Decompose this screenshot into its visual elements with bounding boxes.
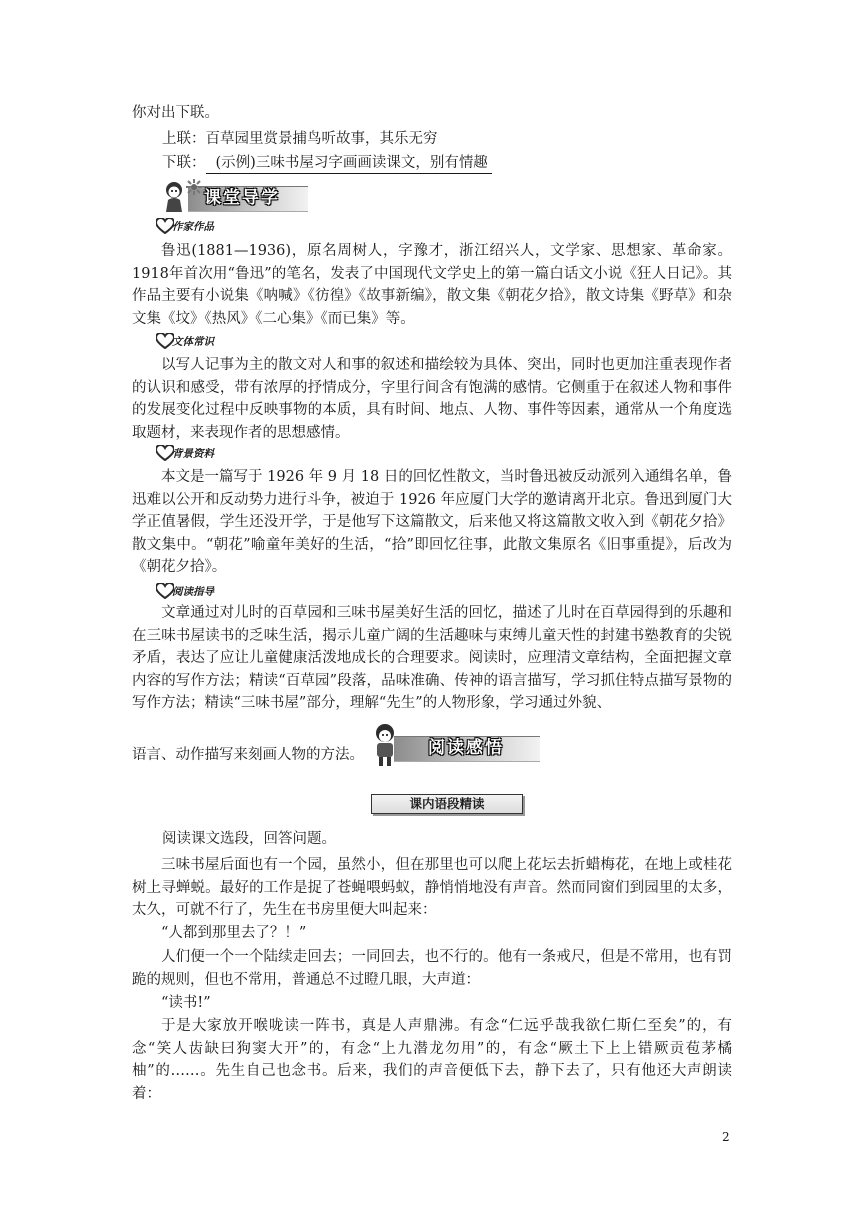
label-author-text: 作家作品 — [172, 221, 214, 233]
passage-paragraph-5: 于是大家放开喉咙读一阵书，真是人声鼎沸。有念“仁远乎哉我欲仁斯仁至矣”的，有念“笑人齿缺曰狗窦大开”的，有念“上九潜龙勿用”的，有念“厥土下上上错厥贡苞茅橘柚”的……。先生自己也念书。后来，我们的声音便低下去，静下去了，只有他还大声朗读着： — [132, 1018, 732, 1102]
lower-couplet-label: 下联： — [162, 155, 206, 171]
section-banner-classroom — [160, 178, 320, 214]
subsection-title: 课内语段精读 — [371, 794, 523, 814]
guide-paragraph: 文章通过对儿时的百草园和三味书屋美好生活的回忆，描述了儿时在百草园得到的乐趣和在三味书屋读书的乏味生活，揭示儿童广阔的生活趣味与束缚儿童天性的封建书塾教育的尖锐矛盾，表达了应让儿童健康活泼地成长的合理要求。阅读时，应理清文章结构，全面把握文章内容的写作方法；精读“百草园”段落，品味准确、传神的语言描写，学习抓住特点描写景物的写作方法；精读“三味书屋”部分，理解“先生”的人物形象，学习通过外貌、 — [132, 605, 732, 712]
passage-paragraph-2: “人都到那里去了？！” — [161, 925, 307, 941]
upper-couplet-text: 百草园里赏景捕鸟听故事，其乐无穷 — [205, 131, 438, 147]
reading-instruction: 阅读课文选段，回答问题。 — [162, 831, 336, 847]
lower-couplet-answer: (示例)三味书屋习字画画读课文，别有情趣 — [206, 153, 492, 174]
section-title: 阅读感悟 — [428, 738, 504, 758]
lower-couplet — [162, 153, 762, 174]
author-paragraph: 鲁迅(1881—1936)，原名周树人，字豫才，浙江绍兴人，文学家、思想家、革命家。1918年首次用“鲁迅”的笔名，发表了中国现代文学史上的第一篇白话文小说《狂人日记》。其作品主要有小说集《呐喊》《彷徨》《故事新编》，散文集《朝花夕拾》，散文诗集《野草》和杂文集《坟》《热风》《二心集》《而已集》等。 — [132, 243, 732, 327]
background-paragraph: 本文是一篇写于 1926 年 9 月 18 日的回忆性散文，当时鲁迅被反动派列入通缉名单，鲁迅难以公开和反动势力进行斗争，被迫于 1926 年应厦门大学的邀请离开北京。鲁迅到厦门大学正值暑假，学生还没开学，于是他写下这篇散文，后来他又将这篇散文收入到《朝花夕拾》散文集中。“朝花”喻童年美好的生活，“拾”即回忆往事，此散文集原名《旧事重提》，后改为《朝花夕拾》。 — [132, 469, 732, 576]
guide-paragraph-tail: 语言、动作描写来刻画人物的方法。 — [132, 747, 364, 763]
label-guide-text: 阅读指导 — [172, 586, 214, 598]
passage-paragraph-4: “读书!” — [161, 995, 211, 1011]
passage-paragraph-1: 三味书屋后面也有一个园，虽然小，但在那里也可以爬上花坛去折蜡梅花，在地上或桂花树上寻蝉蜕。最好的工作是捉了苍蝇喂蚂蚁，静悄悄地没有声音。然而同窗们到园里的太多，太久，可就不行了，先生在书房里便大叫起来： — [132, 857, 732, 919]
section-title: 课堂导学 — [204, 188, 280, 208]
passage-paragraph-3: 人们便一个一个陆续走回去；一同回去，也不行的。他有一条戒尺，但是不常用，也有罚跪的规则，但也不常用，普通总不过瞪几眼，大声道： — [132, 949, 732, 988]
intro-line: 你对出下联。 — [132, 105, 219, 121]
label-genre-text: 文体常识 — [172, 336, 214, 348]
page-number: 2 — [722, 1130, 730, 1144]
section-banner-reading — [372, 722, 542, 768]
label-background-text: 背景资料 — [172, 448, 214, 460]
genre-paragraph: 以写人记事为主的散文对人和事的叙述和描绘较为具体、突出，同时也更加注重表现作者的认识和感受，带有浓厚的抒情成分，字里行间含有饱满的感情。它侧重于在叙述人物和事件的发展变化过程中反映事物的本质，具有时间、地点、人物、事件等因素，通常从一个角度选取题材，来表现作者的思想感情。 — [132, 357, 732, 441]
girl-mascot-icon — [160, 178, 204, 214]
boy-mascot-icon — [372, 722, 406, 768]
upper-couplet — [162, 129, 762, 149]
upper-couplet-label: 上联： — [162, 131, 206, 147]
